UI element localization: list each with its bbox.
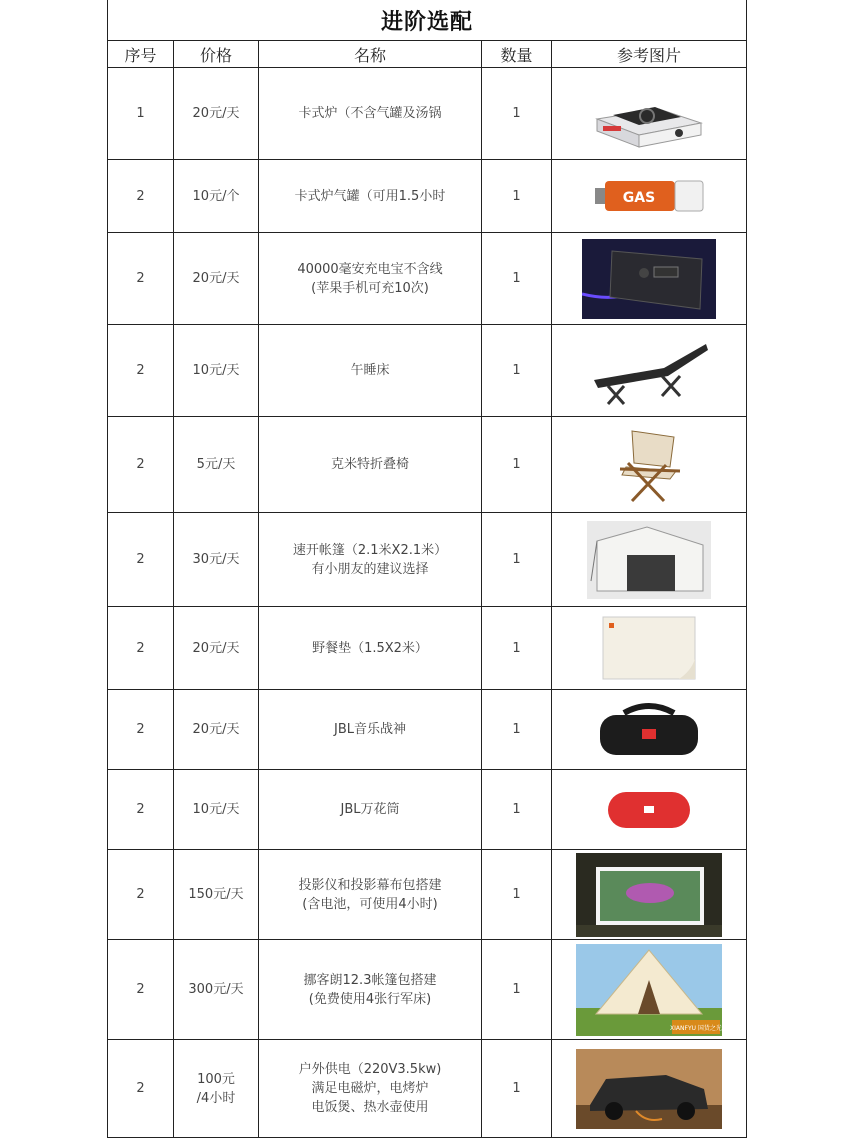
table-row bbox=[108, 770, 747, 850]
row-qty: 1 bbox=[482, 850, 552, 940]
row-no: 2 bbox=[108, 233, 174, 325]
row-price: 150元/天 bbox=[174, 850, 259, 940]
row-name bbox=[259, 690, 482, 770]
row-qty: 1 bbox=[482, 233, 552, 325]
table-row bbox=[108, 690, 747, 770]
table-row bbox=[108, 68, 747, 160]
header-name: 名称 bbox=[259, 41, 482, 68]
row-no: 2 bbox=[108, 417, 174, 513]
table-row bbox=[108, 607, 747, 690]
name-line: 克米特折叠椅 bbox=[330, 457, 409, 472]
header-qty: 数量 bbox=[482, 41, 552, 68]
name-line: 投影仪和投影幕布包搭建 bbox=[298, 877, 442, 893]
gas-canister-icon bbox=[589, 171, 709, 221]
row-no: 2 bbox=[108, 770, 174, 850]
row-picture bbox=[552, 68, 747, 160]
row-name bbox=[259, 513, 482, 607]
price-line: 100元 bbox=[197, 1071, 235, 1087]
row-price: 10元/个 bbox=[174, 160, 259, 233]
row-price: 20元/天 bbox=[174, 690, 259, 770]
row-price: 10元/天 bbox=[174, 770, 259, 850]
row-price: 20元/天 bbox=[174, 233, 259, 325]
row-name bbox=[259, 1040, 482, 1138]
header-row bbox=[108, 41, 747, 68]
row-price: 20元/天 bbox=[174, 68, 259, 160]
row-price: 20元/天 bbox=[174, 607, 259, 690]
row-price bbox=[174, 1040, 259, 1138]
name-line: 满足电磁炉，电烤炉 bbox=[311, 1081, 429, 1096]
table-row bbox=[108, 160, 747, 233]
name-line: JBL万花筒 bbox=[340, 802, 400, 817]
bell-tent-icon bbox=[576, 944, 722, 1036]
name-line: 速开帐篷（2.1米X2.1米） bbox=[292, 542, 448, 558]
name-line: 有小朋友的建议选择 bbox=[311, 561, 429, 577]
row-picture bbox=[552, 1040, 747, 1138]
name-line: 野餐垫（1.5X2米） bbox=[312, 640, 428, 656]
row-name bbox=[259, 417, 482, 513]
row-price: 300元/天 bbox=[174, 940, 259, 1040]
row-name bbox=[259, 233, 482, 325]
name-line: 电饭煲、热水壶使用 bbox=[311, 1100, 429, 1115]
tent-icon bbox=[587, 521, 711, 599]
row-picture bbox=[552, 770, 747, 850]
row-price: 5元/天 bbox=[174, 417, 259, 513]
name-line: 挪客朗12.3帐篷包搭建 bbox=[303, 972, 437, 988]
price-sheet bbox=[107, 0, 746, 1137]
name-line: 午睡床 bbox=[350, 363, 390, 378]
row-no: 2 bbox=[108, 607, 174, 690]
gas-label: GAS bbox=[622, 190, 656, 206]
name-line: 户外供电（220V3.5kw) bbox=[298, 1062, 442, 1077]
row-no: 1 bbox=[108, 68, 174, 160]
name-line: (苹果手机可充10次) bbox=[311, 280, 429, 296]
row-qty: 1 bbox=[482, 68, 552, 160]
projector-screen-icon bbox=[576, 853, 722, 937]
row-name bbox=[259, 850, 482, 940]
row-picture bbox=[552, 417, 747, 513]
row-picture bbox=[552, 940, 747, 1040]
power-bank-icon bbox=[582, 239, 716, 319]
table-row bbox=[108, 1040, 747, 1138]
row-qty: 1 bbox=[482, 690, 552, 770]
row-price: 30元/天 bbox=[174, 513, 259, 607]
table-row bbox=[108, 325, 747, 417]
row-no: 2 bbox=[108, 513, 174, 607]
table-row bbox=[108, 233, 747, 325]
row-picture bbox=[552, 325, 747, 417]
name-line: 卡式炉（不含气罐及汤锅 bbox=[298, 106, 442, 121]
header-pic: 参考图片 bbox=[552, 41, 747, 68]
row-picture bbox=[552, 850, 747, 940]
speaker-boombox-icon bbox=[594, 699, 704, 761]
name-line: 40000毫安充电宝不含线 bbox=[297, 261, 443, 277]
name-line: 卡式炉气罐（可用1.5小时 bbox=[294, 188, 446, 204]
row-name bbox=[259, 607, 482, 690]
table-row bbox=[108, 940, 747, 1040]
header-price: 价格 bbox=[174, 41, 259, 68]
row-qty: 1 bbox=[482, 770, 552, 850]
table-row bbox=[108, 513, 747, 607]
row-no: 2 bbox=[108, 325, 174, 417]
options-table bbox=[107, 0, 747, 1138]
row-price: 10元/天 bbox=[174, 325, 259, 417]
row-name bbox=[259, 770, 482, 850]
row-no: 2 bbox=[108, 160, 174, 233]
folding-chair-icon bbox=[604, 425, 694, 505]
header-no: 序号 bbox=[108, 41, 174, 68]
row-qty: 1 bbox=[482, 160, 552, 233]
row-qty: 1 bbox=[482, 417, 552, 513]
row-picture bbox=[552, 607, 747, 690]
row-name bbox=[259, 160, 482, 233]
row-name bbox=[259, 325, 482, 417]
row-qty: 1 bbox=[482, 607, 552, 690]
row-name bbox=[259, 940, 482, 1040]
row-qty: 1 bbox=[482, 325, 552, 417]
table-row bbox=[108, 417, 747, 513]
row-picture bbox=[552, 690, 747, 770]
picnic-mat-icon bbox=[599, 615, 699, 681]
name-line: (免费使用4张行军床) bbox=[308, 991, 432, 1007]
row-no: 2 bbox=[108, 690, 174, 770]
gas-stove-icon bbox=[589, 79, 709, 149]
row-qty: 1 bbox=[482, 513, 552, 607]
row-name bbox=[259, 68, 482, 160]
price-line: /4小时 bbox=[196, 1090, 236, 1106]
speaker-flip-icon bbox=[604, 788, 694, 832]
row-picture bbox=[552, 233, 747, 325]
row-qty: 1 bbox=[482, 1040, 552, 1138]
row-no: 2 bbox=[108, 1040, 174, 1138]
row-no: 2 bbox=[108, 940, 174, 1040]
brand-watermark: XIANFYU 国货之光 bbox=[670, 1024, 722, 1032]
row-picture bbox=[552, 160, 747, 233]
table-title: 进阶选配 bbox=[108, 0, 747, 41]
table-row bbox=[108, 850, 747, 940]
outdoor-power-icon bbox=[576, 1049, 722, 1129]
row-qty: 1 bbox=[482, 940, 552, 1040]
name-line: JBL音乐战神 bbox=[334, 722, 406, 737]
folding-bed-icon bbox=[584, 334, 714, 408]
name-line: (含电池，可使用4小时) bbox=[302, 896, 438, 912]
row-no: 2 bbox=[108, 850, 174, 940]
row-picture bbox=[552, 513, 747, 607]
